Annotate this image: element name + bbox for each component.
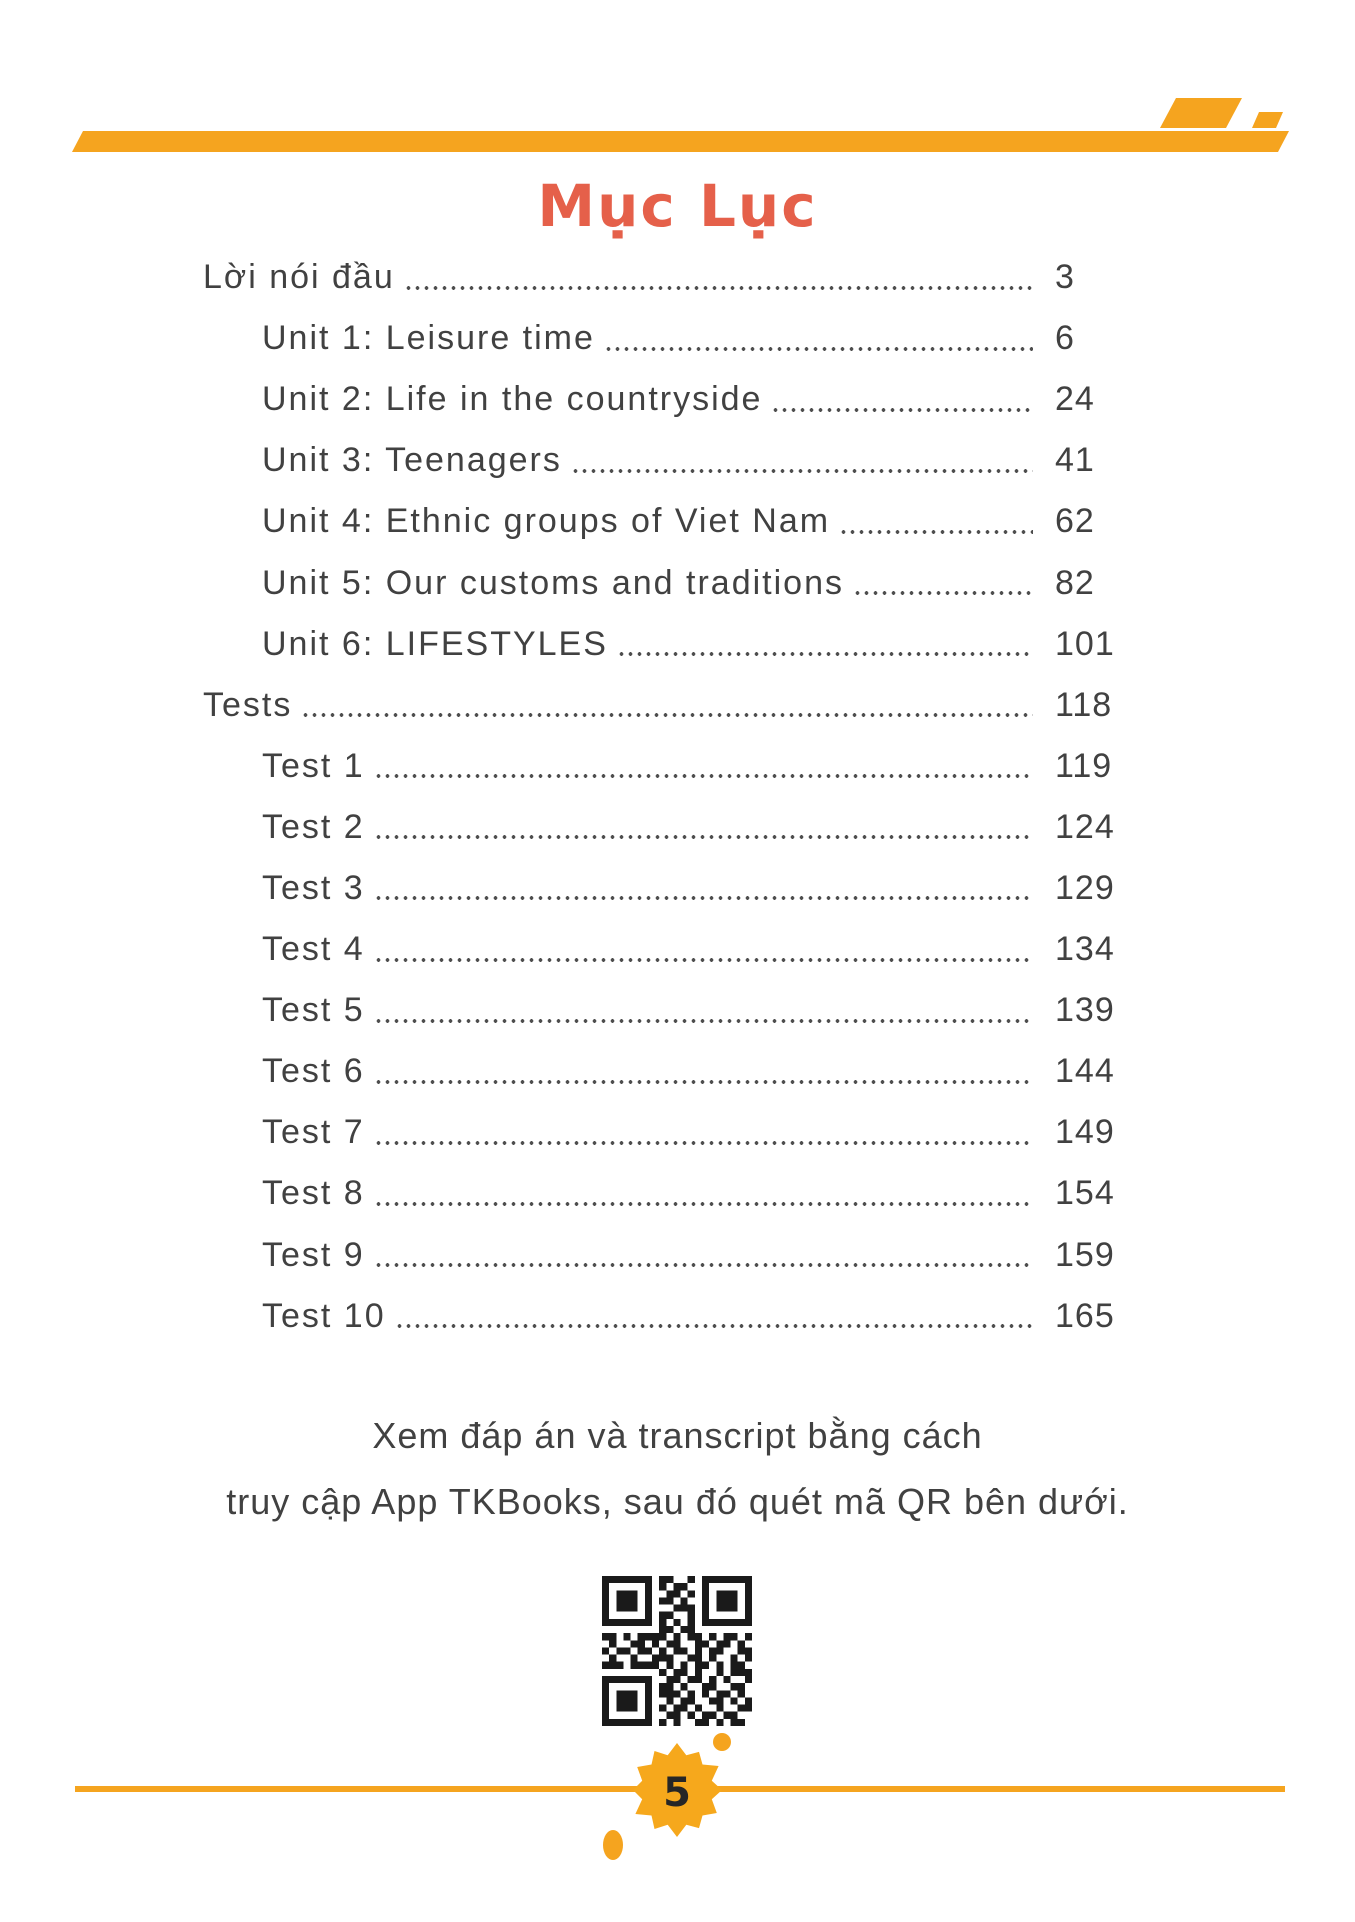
dot-leader <box>301 712 1033 718</box>
toc-entry-page-number: 139 <box>1055 991 1115 1030</box>
toc-entry <box>203 552 1115 613</box>
toc-entry-label: Test 9 <box>262 1235 365 1274</box>
toc-entry <box>203 369 1115 430</box>
toc-entry-page-number: 154 <box>1055 1174 1115 1213</box>
toc-entry-label: Test 7 <box>262 1113 365 1152</box>
toc-entry-page-number: 149 <box>1055 1113 1115 1152</box>
header-parallelogram-small <box>1252 112 1283 128</box>
toc-entry <box>203 1225 1115 1286</box>
toc-entry-page-number: 159 <box>1055 1235 1115 1274</box>
dot-leader <box>374 1079 1033 1085</box>
dot-leader <box>404 285 1033 291</box>
toc-entry-label: Unit 6: LIFESTYLES <box>262 624 608 663</box>
toc-entry-label: Unit 3: Teenagers <box>262 441 562 480</box>
dot-leader <box>617 651 1033 657</box>
footer-dot-oval <box>603 1830 623 1860</box>
page-number: 5 <box>663 1770 691 1816</box>
toc-list <box>203 247 1115 1347</box>
toc-entry-page-number: 134 <box>1055 930 1115 969</box>
toc-entry-page-number: 124 <box>1055 807 1115 846</box>
dot-leader <box>374 834 1033 840</box>
toc-entry-page-number: 144 <box>1055 1052 1115 1091</box>
toc-entry-page-number: 119 <box>1055 746 1113 785</box>
toc-entry <box>203 1163 1115 1224</box>
toc-entry-page-number: 41 <box>1055 441 1095 480</box>
toc-entry-label: Test 10 <box>262 1296 386 1335</box>
toc-entry <box>203 675 1115 736</box>
dot-leader <box>374 1018 1033 1024</box>
page-title: Mục Lục <box>537 172 818 240</box>
qr-instruction-text <box>0 1403 1355 1535</box>
toc-entry <box>203 980 1115 1041</box>
toc-entry-label: Test 2 <box>262 807 365 846</box>
toc-entry <box>203 430 1115 491</box>
toc-entry <box>203 736 1115 797</box>
toc-entry-page-number: 82 <box>1055 563 1095 602</box>
toc-entry <box>203 797 1115 858</box>
dot-leader <box>395 1323 1033 1329</box>
toc-entry-page-number: 24 <box>1055 380 1095 419</box>
dot-leader <box>853 590 1033 596</box>
header-bar-shape <box>72 131 1289 152</box>
dot-leader <box>571 468 1033 474</box>
footer-dot-small <box>713 1733 731 1751</box>
toc-entry <box>203 1286 1115 1347</box>
toc-entry-label: Test 4 <box>262 930 365 969</box>
toc-entry <box>203 247 1115 308</box>
toc-entry <box>203 308 1115 369</box>
toc-entry-label: Unit 1: Leisure time <box>262 319 595 358</box>
toc-entry-page-number: 101 <box>1055 624 1115 663</box>
toc-entry <box>203 614 1115 675</box>
qr-instruction-line-2: truy cập App TKBooks, sau đó quét mã QR bên dưới. <box>226 1481 1129 1522</box>
toc-entry-label: Test 3 <box>262 868 365 907</box>
toc-entry-label: Test 1 <box>262 746 365 785</box>
dot-leader <box>604 346 1033 352</box>
qr-instruction-line-1: Xem đáp án và transcript bằng cách <box>372 1415 983 1456</box>
dot-leader <box>374 1262 1033 1268</box>
header-parallelogram-large <box>1160 98 1242 128</box>
toc-entry-label: Tests <box>203 685 293 724</box>
toc-entry-page-number: 165 <box>1055 1296 1115 1335</box>
toc-entry <box>203 858 1115 919</box>
header-bar-graphic <box>0 0 1355 170</box>
dot-leader <box>374 895 1033 901</box>
dot-leader <box>839 529 1033 535</box>
dot-leader <box>374 957 1033 963</box>
toc-entry <box>203 1041 1115 1102</box>
footer-graphic <box>0 1700 1355 1900</box>
dot-leader <box>771 407 1033 413</box>
toc-entry-page-number: 129 <box>1055 868 1115 907</box>
dot-leader <box>374 773 1033 779</box>
toc-entry-page-number: 118 <box>1055 685 1113 724</box>
toc-entry-page-number: 6 <box>1055 319 1075 358</box>
toc-entry-page-number: 3 <box>1055 258 1075 297</box>
toc-entry-page-number: 62 <box>1055 502 1095 541</box>
toc-entry <box>203 919 1115 980</box>
toc-entry-label: Unit 5: Our customs and traditions <box>262 563 845 602</box>
toc-entry-label: Test 8 <box>262 1174 365 1213</box>
toc-entry <box>203 1102 1115 1163</box>
dot-leader <box>374 1140 1033 1146</box>
toc-entry-label: Lời nói đầu <box>203 258 395 297</box>
toc-entry-label: Unit 2: Life in the countryside <box>262 380 763 419</box>
toc-entry <box>203 491 1115 552</box>
dot-leader <box>374 1201 1033 1207</box>
toc-entry-label: Unit 4: Ethnic groups of Viet Nam <box>262 502 831 541</box>
toc-entry-label: Test 5 <box>262 991 365 1030</box>
toc-entry-label: Test 6 <box>262 1052 365 1091</box>
